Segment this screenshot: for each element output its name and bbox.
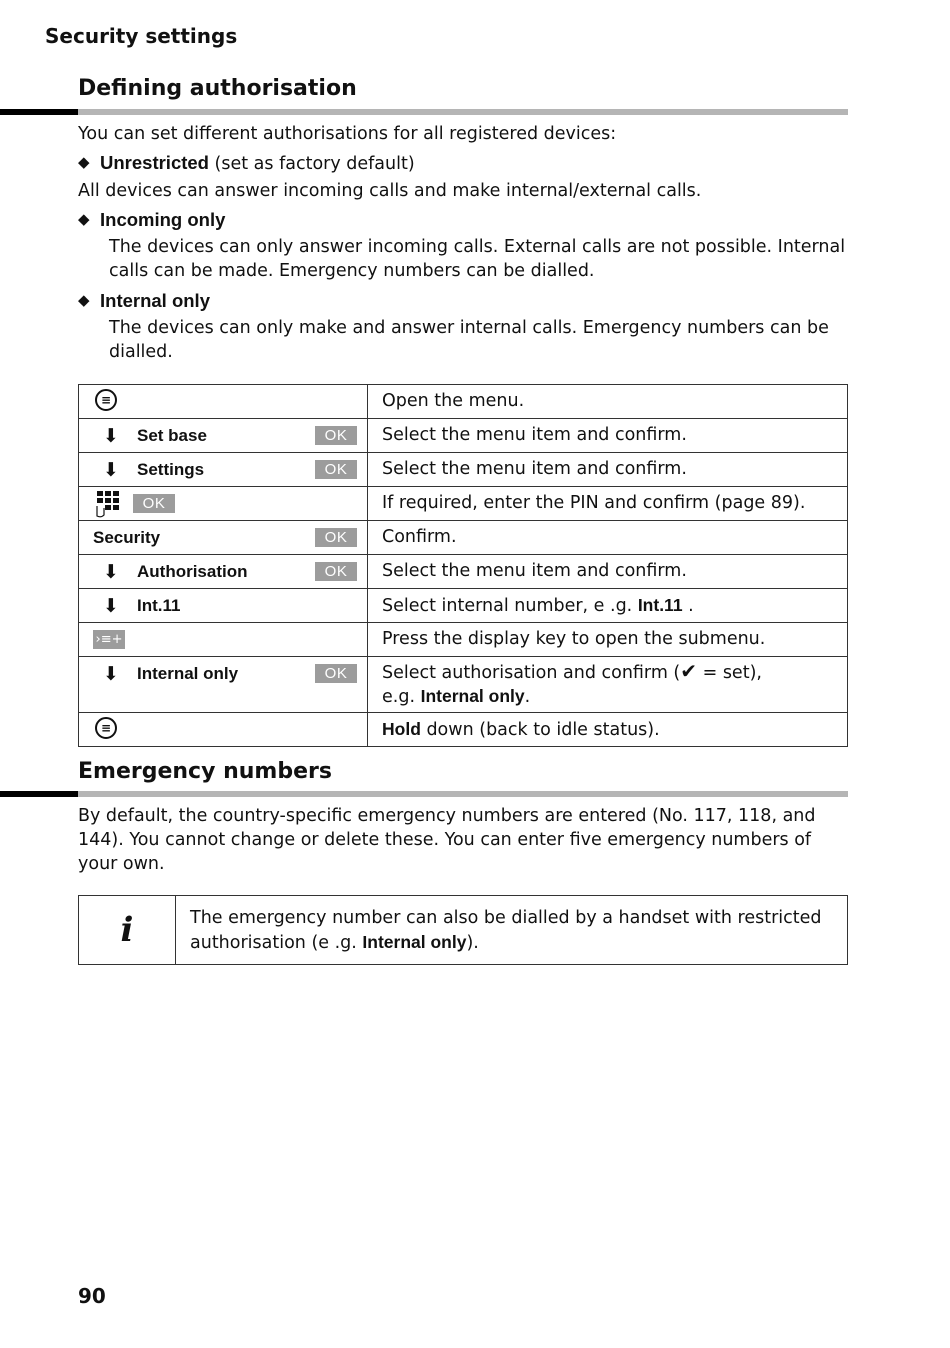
table-row	[79, 385, 848, 419]
table-row	[79, 657, 848, 713]
submenu-key-icon: ›≡+	[93, 630, 125, 649]
table-row	[79, 453, 848, 487]
section-title-emergency: Emergency numbers	[78, 759, 332, 784]
emergency-body: By default, the country-specific emergency numbers are entered (No. 117, 118, and 144). You cannot change or delete these. You can enter five emergency numbers of your own.	[78, 806, 816, 874]
internal-description: The devices can only make and answer internal calls. Emergency numbers can be dialled.	[109, 318, 829, 362]
unrestricted-description: All devices can answer incoming calls and make internal/external calls.	[78, 181, 702, 201]
note-text: The emergency number can also be dialled by a handset with restricted authorisation (e .g. Internal only).	[176, 896, 848, 965]
ok-key: OK	[315, 528, 357, 547]
down-arrow-icon: ⬇	[103, 595, 119, 617]
table-row	[79, 713, 848, 747]
step-description: Select the menu item and confirm.	[368, 555, 848, 589]
step-description: Select the menu item and confirm.	[368, 419, 848, 453]
option-internal-only: ◆ Internal only	[78, 290, 210, 311]
section-title-authorisation: Defining authorisation	[78, 76, 357, 101]
keypad-icon	[95, 490, 127, 518]
down-arrow-icon: ⬇	[103, 459, 119, 481]
step-description: Select internal number, e .g. Int.11 .	[368, 589, 848, 623]
option-unrestricted: ◆ Unrestricted (set as factory default)	[78, 152, 415, 174]
down-arrow-icon: ⬇	[103, 561, 119, 583]
step-description: Hold down (back to idle status).	[368, 713, 848, 747]
step-description: Open the menu.	[368, 385, 848, 419]
ok-key: OK	[315, 562, 357, 581]
menu-item-set-base: Set base	[137, 426, 207, 445]
menu-item-settings: Settings	[137, 460, 205, 479]
section-rule-grey	[78, 109, 848, 115]
bullet-diamond-icon: ◆	[78, 153, 90, 171]
step-description: Confirm.	[368, 521, 848, 555]
table-row	[79, 623, 848, 657]
table-row	[79, 589, 848, 623]
ok-key: OK	[315, 664, 357, 683]
running-head: Security settings	[45, 24, 238, 48]
section-rule-grey	[78, 791, 848, 797]
ok-key: OK	[315, 460, 357, 479]
down-arrow-icon: ⬇	[103, 663, 119, 685]
table-row	[79, 521, 848, 555]
step-description: Select authorisation and confirm (✔ = set), e.g. Internal only.	[368, 657, 848, 713]
procedure-table	[78, 384, 848, 747]
option-incoming-only: ◆ Incoming only	[78, 209, 226, 230]
bullet-diamond-icon: ◆	[78, 291, 90, 309]
menu-item-security: Security	[93, 528, 161, 547]
menu-item-authorisation: Authorisation	[137, 562, 248, 581]
table-row	[79, 487, 848, 521]
table-row	[79, 555, 848, 589]
ok-key: OK	[315, 426, 357, 445]
incoming-description: The devices can only answer incoming calls. External calls are not possible. Internal calls can be made. Emergency numbers can be dialled.	[109, 237, 846, 281]
step-description: Press the display key to open the submenu.	[368, 623, 848, 657]
step-description: If required, enter the PIN and confirm (page 89).	[368, 487, 848, 521]
checkmark-icon: ✔	[680, 659, 698, 683]
info-icon: i	[79, 896, 176, 965]
section-rule-dark	[0, 791, 78, 797]
down-arrow-icon: ⬇	[103, 425, 119, 447]
section-rule-dark	[0, 109, 78, 115]
end-call-key-icon: ≡	[95, 717, 117, 739]
menu-item-int11: Int.11	[137, 596, 181, 615]
info-note	[78, 895, 848, 965]
ok-key: OK	[133, 494, 175, 513]
table-row	[79, 419, 848, 453]
intro-text: You can set different authorisations for all registered devices:	[78, 124, 617, 144]
menu-item-internal-only: Internal only	[137, 664, 239, 683]
step-description: Select the menu item and confirm.	[368, 453, 848, 487]
menu-key-icon: ≡	[95, 389, 117, 411]
bullet-diamond-icon: ◆	[78, 210, 90, 228]
page-number: 90	[78, 1284, 106, 1308]
